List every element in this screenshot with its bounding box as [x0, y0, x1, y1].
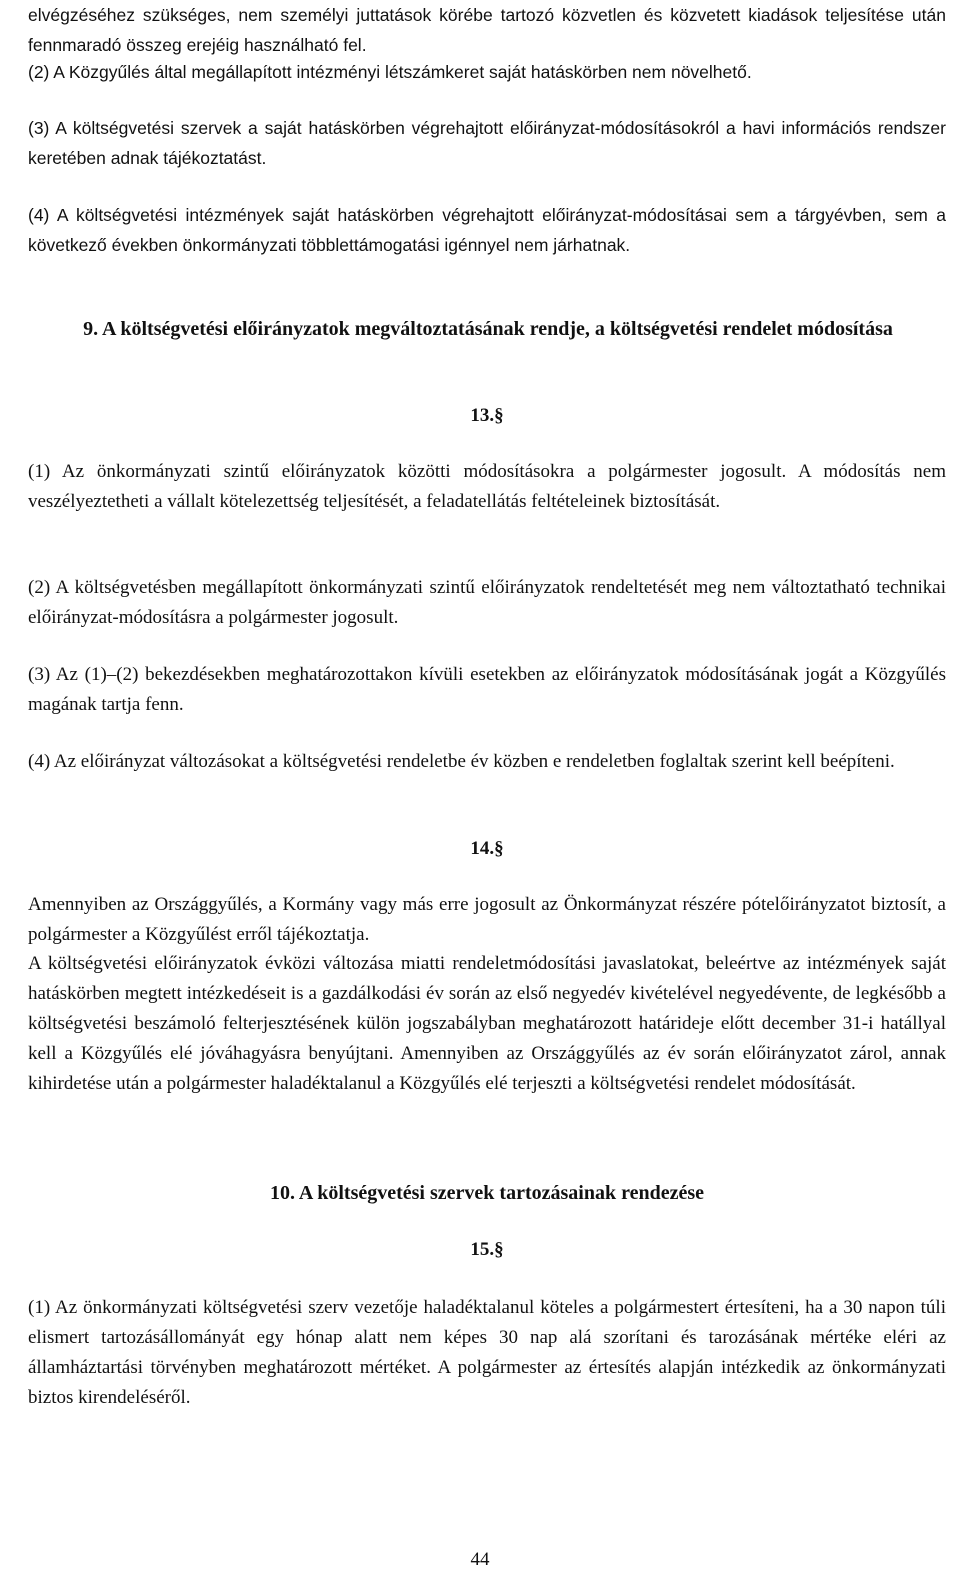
paragraph-continuation: elvégzéséhez szükséges, nem személyi juttatások körébe tartozó közvetlen és közvetett kiadások teljesítése után fennmaradó összeg erejéig használható fel.	[28, 5, 946, 55]
section-13-number: 13.§	[470, 405, 504, 426]
paragraph-8-4: (4) A költségvetési intézmények saját hatáskörben végrehajtott előirányzat-módosításai sem a tárgyévben, sem a következő években önkormányzati többlettámogatási igénnyel nem járhatnak.	[28, 205, 946, 255]
page-number: 44	[470, 1549, 490, 1570]
section-15-number: 15.§	[470, 1239, 504, 1260]
paragraph-13-2: (2) A költségvetésben megállapított önkormányzati szintű előirányzatok rendeltetését meg nem változtatható technikai előirányzat-módosításra a polgármester jogosult.	[28, 577, 946, 628]
paragraph-15-1: (1) Az önkormányzati költségvetési szerv vezetője haladéktalanul köteles a polgármestert értesíteni, ha a 30 napon túli elismert tartozásállományát egy hónap alatt nem képes 30 nap alá szorítani és tarozásának mértéke eléri az államháztartási törvényben meghatározott mértéket. A polgármester az értesítés alapján intézkedik az önkormányzati biztos kirendeléséről.	[28, 1297, 946, 1408]
paragraph-14-2: A költségvetési előirányzatok évközi változása miatti rendeletmódosítási javaslatokat, beleértve az intézmények saját hatáskörben megtett intézkedéseit is a gazdálkodási év során az első negyedév kivételével negyedévente, de legkésőbb a költségvetési beszámoló felterjesztésének külön jogszabályban meghatározott határideje előtt december 31-i hatállyal kell a Közgyűlés elé jóváhagyásra benyújtani. Amennyiben az Országgyűlés az év során előirányzatot zárol, annak kihirdetése után a polgármester haladéktalanul a Közgyűlés elé terjeszti a költségvetési rendelet módosítását.	[28, 953, 946, 1094]
paragraph-8-2: (2) A Közgyűlés által megállapított intézményi létszámkeret saját hatáskörben nem növelhető.	[28, 62, 752, 82]
chapter-10-heading: 10. A költségvetési szervek tartozásainak rendezése	[270, 1182, 704, 1204]
paragraph-13-3: (3) Az (1)–(2) bekezdésekben meghatározottakon kívüli esetekben az előirányzatok módosításának jogát a Közgyűlés magának tartja fenn.	[28, 664, 946, 715]
paragraph-13-1: (1) Az önkormányzati szintű előirányzatok közötti módosításokra a polgármester jogosult. A módosítás nem veszélyeztetheti a vállalt kötelezettség teljesítését, a feladatellátás feltételeinek biztosítását.	[28, 461, 946, 512]
chapter-9-heading: 9. A költségvetési előirányzatok megváltoztatásának rendje, a költségvetési rendelet módosítása	[83, 318, 893, 340]
paragraph-14-1: Amennyiben az Országgyűlés, a Kormány vagy más erre jogosult az Önkormányzat részére pótelőirányzatot biztosít, a polgármester a Közgyűlést erről tájékoztatja.	[28, 894, 946, 945]
paragraph-8-3: (3) A költségvetési szervek a saját hatáskörben végrehajtott előirányzat-módosításokról a havi információs rendszer keretében adnak tájékoztatást.	[28, 118, 946, 168]
section-14-number: 14.§	[470, 838, 504, 859]
paragraph-13-4: (4) Az előirányzat változásokat a költségvetési rendeletbe év közben e rendeletben foglaltak szerint kell beépíteni.	[28, 751, 895, 772]
